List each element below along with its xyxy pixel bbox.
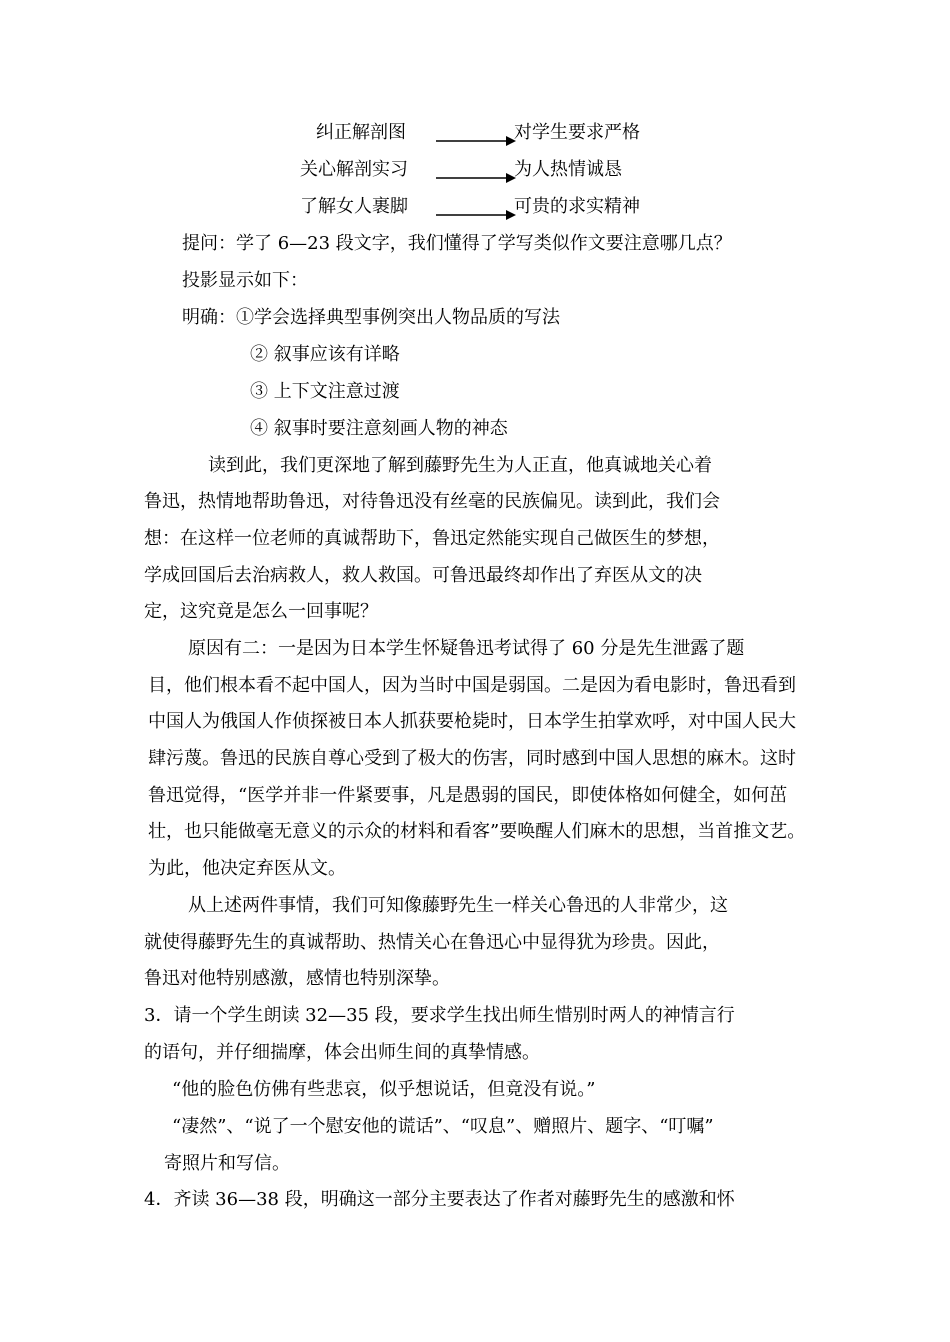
projection-text: 投影显示如下： <box>182 270 308 291</box>
para3-line: 鲁迅对他特别感激，感情也特别深挚。 <box>144 968 450 989</box>
para2-line: 目，他们根本看不起中国人，因为当时中国是弱国。二是因为看电影时，鲁迅看到 <box>148 675 796 696</box>
item3-line: 3．请一个学生朗读 32—35 段，要求学生找出师生惜别时两人的神情言行 <box>144 1005 735 1026</box>
keywords-text: “凄然”、“说了一个慰安他的谎话”、“叹息”、赠照片、题字、“叮嘱” <box>172 1116 714 1137</box>
item4-line: 4．齐读 36—38 段，明确这一部分主要表达了作者对藤野先生的感激和怀 <box>144 1189 735 1210</box>
item3-line: 的语句，并仔细揣摩，体会出师生间的真挚情感。 <box>144 1042 540 1063</box>
para1-line: 学成回国后去治病救人，救人救国。可鲁迅最终却作出了弃医从文的决 <box>144 565 702 586</box>
para3-line: 从上述两件事情，我们可知像藤野先生一样关心鲁迅的人非常少，这 <box>188 895 728 916</box>
para1-line: 读到此，我们更深地了解到藤野先生为人正直，他真诚地关心着 <box>208 455 712 476</box>
clarify-point-4: ④ 叙事时要注意刻画人物的神态 <box>250 418 508 439</box>
correspondence-right-3: 可贵的求实精神 <box>514 196 640 217</box>
correspondence-right-2: 为人热情诚恳 <box>514 159 622 180</box>
para1-line: 鲁迅，热情地帮助鲁迅，对待鲁迅没有丝毫的民族偏见。读到此，我们会 <box>144 491 720 512</box>
para1-line: 想：在这样一位老师的真诚帮助下，鲁迅定然能实现自己做医生的梦想， <box>144 528 720 549</box>
correspondence-left-1: 纠正解剖图 <box>316 122 406 143</box>
right-arrow-icon <box>436 126 516 150</box>
right-arrow-icon <box>436 163 516 187</box>
para1-line: 定，这究竟是怎么一回事呢？ <box>144 601 378 622</box>
quote-text: “他的脸色仿佛有些悲哀，似乎想说话，但竟没有说。” <box>172 1079 596 1100</box>
para2-line: 鲁迅觉得，“医学并非一件紧要事，凡是愚弱的国民，即使体格如何健全，如何茁 <box>148 785 788 806</box>
para2-line: 中国人为俄国人作侦探被日本人抓获要枪毙时，日本学生拍掌欢呼，对中国人民大 <box>148 711 796 732</box>
para2-line: 壮，也只能做毫无意义的示众的材料和看客”要唤醒人们麻木的思想，当首推文艺。 <box>148 821 806 842</box>
para3-line: 就使得藤野先生的真诚帮助、热情关心在鲁迅心中显得犹为珍贵。因此， <box>144 932 720 953</box>
clarify-point-1: 明确：①学会选择典型事例突出人物品质的写法 <box>182 307 560 328</box>
para2-line: 原因有二：一是因为日本学生怀疑鲁迅考试得了 60 分是先生泄露了题 <box>188 638 745 659</box>
correspondence-left-2: 关心解剖实习 <box>300 159 408 180</box>
clarify-point-2: ② 叙事应该有详略 <box>250 344 400 365</box>
correspondence-left-3: 了解女人裹脚 <box>300 196 408 217</box>
clarify-point-3: ③ 上下文注意过渡 <box>250 381 400 402</box>
right-arrow-icon <box>436 200 516 224</box>
para2-line: 为此，他决定弃医从文。 <box>148 858 346 879</box>
question-text: 提问：学了 6—23 段文字，我们懂得了学写类似作文要注意哪几点？ <box>182 233 732 254</box>
keywords-continued: 寄照片和写信。 <box>164 1153 290 1174</box>
correspondence-right-1: 对学生要求严格 <box>514 122 640 143</box>
para2-line: 肆污蔑。鲁迅的民族自尊心受到了极大的伤害，同时感到中国人思想的麻木。这时 <box>148 748 796 769</box>
